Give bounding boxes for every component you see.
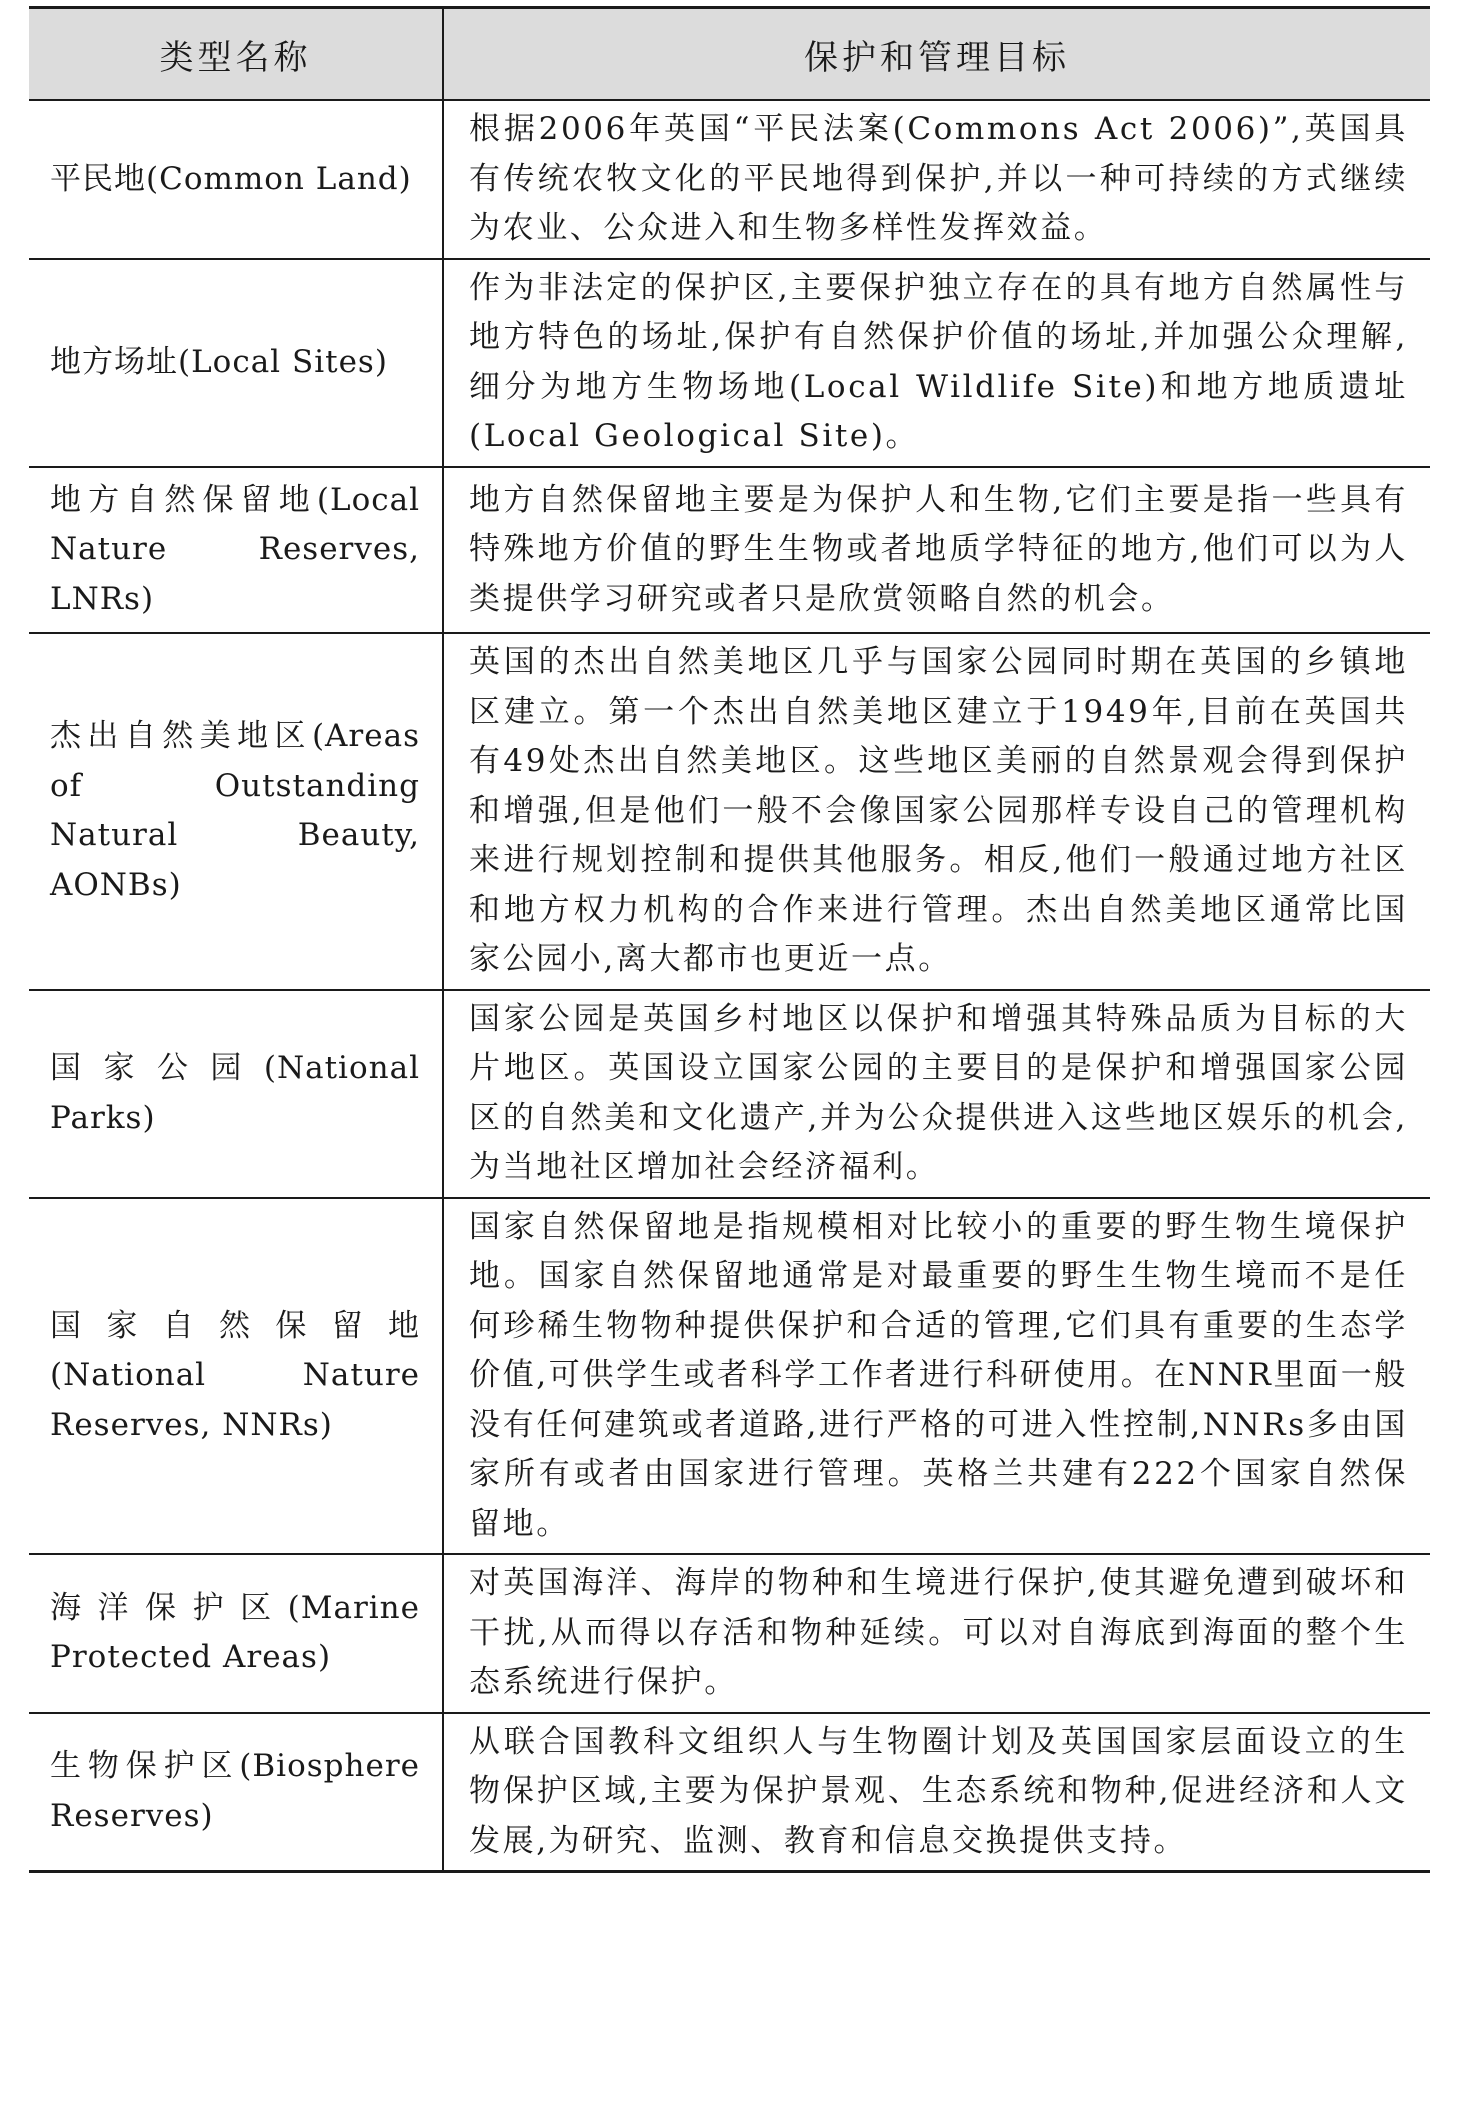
table-row <box>29 1554 1430 1713</box>
protected-area-types-table <box>29 6 1430 1873</box>
protected-area-types-table-container <box>29 6 1430 1873</box>
type-name-cell: 国家自然保留地(National Nature Reserves, NNRs) <box>29 1198 443 1555</box>
type-name-cell: 生物保护区(Biosphere Reserves) <box>29 1713 443 1872</box>
type-name-cell: 平民地(Common Land) <box>29 100 443 259</box>
table-row <box>29 100 1430 259</box>
goal-cell: 国家公园是英国乡村地区以保护和增强其特殊品质为目标的大片地区。英国设立国家公园的主要目的是保护和增强国家公园区的自然美和文化遗产,并为公众提供进入这些地区娱乐的机会,为当地社区增加社会经济福利。 <box>443 990 1430 1198</box>
table-row <box>29 1198 1430 1555</box>
table-row <box>29 633 1430 990</box>
table-row <box>29 259 1430 467</box>
type-name-cell: 国家公园(National Parks) <box>29 990 443 1198</box>
goal-cell: 英国的杰出自然美地区几乎与国家公园同时期在英国的乡镇地区建立。第一个杰出自然美地区建立于1949年,目前在英国共有49处杰出自然美地区。这些地区美丽的自然景观会得到保护和增强,但是他们一般不会像国家公园那样专设自己的管理机构来进行规划控制和提供其他服务。相反,他们一般通过地方社区和地方权力机构的合作来进行管理。杰出自然美地区通常比国家公园小,离大都市也更近一点。 <box>443 633 1430 990</box>
table-row <box>29 990 1430 1198</box>
goal-cell: 从联合国教科文组织人与生物圈计划及英国国家层面设立的生物保护区域,主要为保护景观、生态系统和物种,促进经济和人文发展,为研究、监测、教育和信息交换提供支持。 <box>443 1713 1430 1872</box>
goal-cell: 对英国海洋、海岸的物种和生境进行保护,使其避免遭到破坏和干扰,从而得以存活和物种延续。可以对自海底到海面的整个生态系统进行保护。 <box>443 1554 1430 1713</box>
type-name-cell: 海洋保护区(Marine Protected Areas) <box>29 1554 443 1713</box>
type-name-cell: 地方场址(Local Sites) <box>29 259 443 467</box>
header-goal: 保护和管理目标 <box>443 8 1430 101</box>
goal-cell: 根据2006年英国“平民法案(Commons Act 2006)”,英国具有传统农牧文化的平民地得到保护,并以一种可持续的方式继续为农业、公众进入和生物多样性发挥效益。 <box>443 100 1430 259</box>
table-header <box>29 8 1430 101</box>
header-type-name: 类型名称 <box>29 8 443 101</box>
table-body <box>29 100 1430 1872</box>
goal-cell: 地方自然保留地主要是为保护人和生物,它们主要是指一些具有特殊地方价值的野生生物或者地质学特征的地方,他们可以为人类提供学习研究或者只是欣赏领略自然的机会。 <box>443 467 1430 634</box>
table-row <box>29 1713 1430 1872</box>
type-name-cell: 杰出自然美地区(Areas of Outstanding Natural Beauty, AONBs) <box>29 633 443 990</box>
table-row <box>29 467 1430 634</box>
goal-cell: 作为非法定的保护区,主要保护独立存在的具有地方自然属性与地方特色的场址,保护有自然保护价值的场址,并加强公众理解,细分为地方生物场地(Local Wildlife Site)和地方地质遗址(Local Geological Site)。 <box>443 259 1430 467</box>
type-name-cell: 地方自然保留地(Local Nature Reserves, LNRs) <box>29 467 443 634</box>
goal-cell: 国家自然保留地是指规模相对比较小的重要的野生物生境保护地。国家自然保留地通常是对最重要的野生生物生境而不是任何珍稀生物物种提供保护和合适的管理,它们具有重要的生态学价值,可供学生或者科学工作者进行科研使用。在NNR里面一般没有任何建筑或者道路,进行严格的可进入性控制,NNRs多由国家所有或者由国家进行管理。英格兰共建有222个国家自然保留地。 <box>443 1198 1430 1555</box>
header-row <box>29 8 1430 101</box>
